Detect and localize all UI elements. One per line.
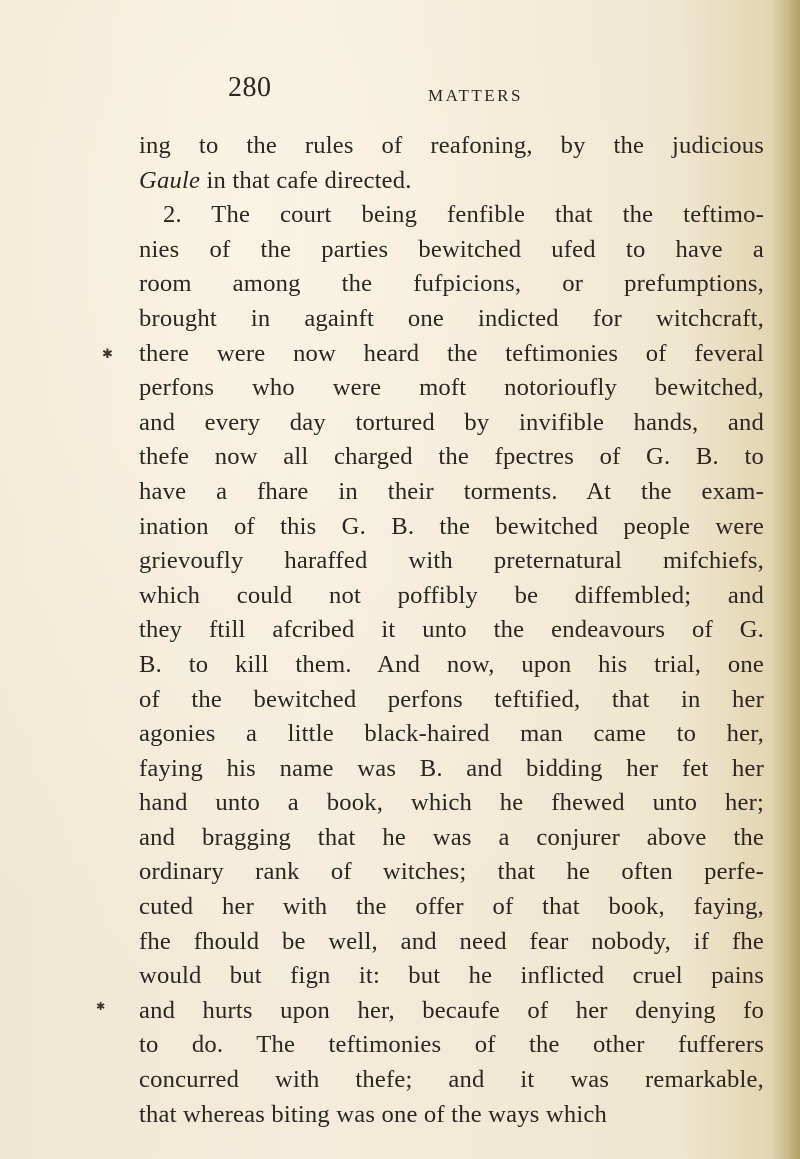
margin-mark: ✱: [102, 347, 113, 362]
page-header: [228, 72, 628, 112]
page-edge-shadow: [772, 0, 800, 1159]
text-line: have a fhare in their torments. At the exam-: [139, 477, 764, 505]
margin-mark: ✱: [96, 1000, 106, 1013]
text-line: and every day tortured by invifible hands, and: [139, 408, 764, 436]
text-line: there were now heard the teftimonies of feveral: [139, 339, 764, 367]
text-line: to do. The teftimonies of the other fufferers: [139, 1031, 764, 1059]
text-line: 2. The court being fenfible that the teftimo-: [163, 201, 764, 229]
text-line: they ftill afcribed it unto the endeavours of G.: [139, 616, 764, 644]
text-line: ordinary rank of witches; that he often perfe-: [139, 858, 764, 886]
page-number: 280: [228, 72, 272, 103]
italic-name: Gaule: [139, 166, 201, 194]
text-line: ing to the rules of reafoning, by the judicious: [139, 132, 764, 159]
text-line: of the bewitched perfons teftified, that in her: [139, 685, 764, 713]
text-line: fhe fhould be well, and need fear nobody, if fhe: [139, 927, 764, 955]
body-text: [139, 129, 764, 1132]
text-line: hand unto a book, which he fhewed unto her;: [139, 789, 764, 817]
text-line: concurred with thefe; and it was remarkable,: [139, 1066, 764, 1094]
text-line: brought in againft one indicted for witchcraft,: [139, 304, 764, 332]
text-line: and hurts upon her, becaufe of her denying fo: [139, 996, 764, 1024]
text-line: ination of this G. B. the bewitched people were: [139, 512, 764, 540]
text-line: grievoufly haraffed with preternatural mifchiefs,: [139, 547, 764, 575]
text-line: cuted her with the offer of that book, faying,: [139, 893, 764, 921]
text-line: agonies a little black-haired man came to her,: [139, 720, 764, 748]
text-line: that whereas biting was one of the ways which: [139, 1100, 607, 1128]
text-line: thefe now all charged the fpectres of G. B. to: [139, 443, 764, 471]
text-line: which could not poffibly be diffembled; and: [139, 581, 764, 609]
text-line: room among the fufpicions, or prefumptions,: [139, 270, 764, 298]
running-head: MATTERS: [428, 86, 523, 105]
text-line: would but fign it: but he inflicted cruel pains: [139, 962, 764, 990]
text-line: faying his name was B. and bidding her fet her: [139, 754, 764, 782]
text-line: Gaule in that cafe directed.: [139, 166, 412, 194]
text-line: and bragging that he was a conjurer above the: [139, 823, 764, 851]
text-line: perfons who were moft notorioufly bewitched,: [139, 374, 764, 402]
text-line: B. to kill them. And now, upon his trial, one: [139, 650, 764, 678]
text-line: nies of the parties bewitched ufed to have a: [139, 235, 764, 263]
